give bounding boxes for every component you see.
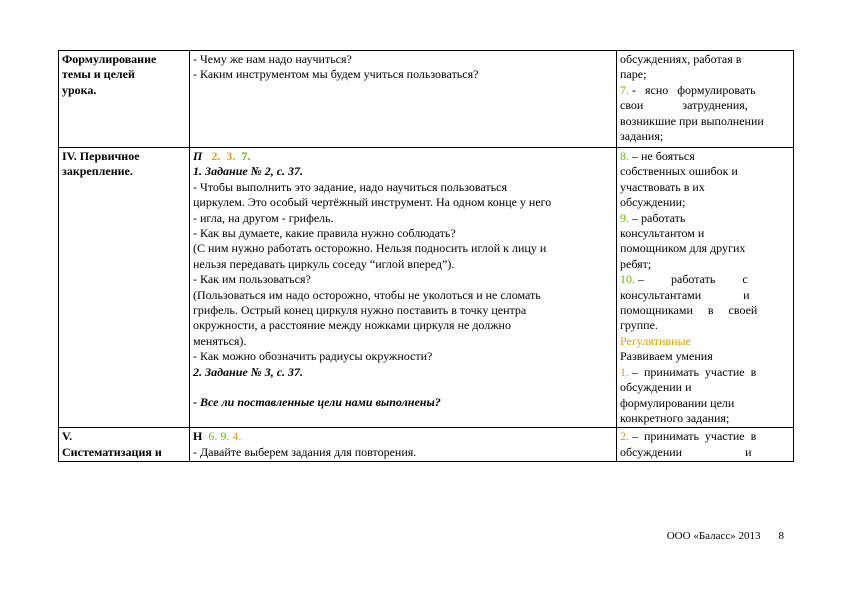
ud-line bbox=[620, 429, 790, 444]
content-line bbox=[193, 149, 613, 164]
task-title: 2. Задание № 3, с. 37. bbox=[193, 364, 304, 379]
content-line: (С ним нужно работать осторожно. Нельзя подносить иглой к лицу и bbox=[193, 241, 547, 256]
table-row bbox=[59, 148, 794, 428]
ud-line: собственных ошибок и bbox=[620, 164, 738, 179]
ud-line: участвовать в их bbox=[620, 179, 705, 194]
ud-line bbox=[620, 83, 790, 98]
ud-number: 1. bbox=[620, 364, 629, 379]
stage-text: урока. bbox=[62, 82, 97, 97]
table-row bbox=[59, 51, 794, 148]
ud-cell bbox=[617, 51, 794, 148]
content-line: - Как вы думаете, какие правила нужно соблюдать? bbox=[193, 226, 456, 241]
content-line: - игла, на другом - грифель. bbox=[193, 210, 334, 225]
ud-line bbox=[620, 149, 790, 164]
ud-line bbox=[620, 211, 790, 226]
closing-question: - Все ли поставленные цели нами выполнены? bbox=[193, 395, 441, 410]
lesson-plan-table bbox=[58, 50, 794, 462]
ud-line: свои затруднения, bbox=[620, 98, 748, 113]
ud-line: задания; bbox=[620, 129, 664, 144]
ud-number: 8. bbox=[620, 149, 629, 163]
content-line: меняться). bbox=[193, 333, 247, 348]
page-footer bbox=[667, 530, 784, 542]
ud-ref: 6. 9. bbox=[208, 429, 230, 444]
ud-line bbox=[620, 272, 790, 287]
group-label: П bbox=[193, 149, 203, 163]
ud-ref: 4. bbox=[232, 429, 242, 444]
stage-text: закрепление. bbox=[62, 164, 133, 179]
content-line: - Как им пользоваться? bbox=[193, 272, 311, 287]
stage-text: V. bbox=[62, 429, 73, 444]
ud-line: формулировании цели bbox=[620, 395, 735, 410]
group-label: Н bbox=[193, 429, 203, 444]
content-line: - Чтобы выполнить это задание, надо научиться пользоваться bbox=[193, 179, 507, 194]
ud-ref: 7. bbox=[241, 149, 251, 163]
ud-line: ребят; bbox=[620, 256, 652, 271]
stage-text: IV. Первичное bbox=[62, 149, 140, 163]
ud-cell bbox=[617, 148, 794, 428]
ud-line: группе. bbox=[620, 318, 658, 333]
content-line: - Давайте выберем задания для повторения. bbox=[193, 444, 417, 459]
ud-text: - ясно формулировать bbox=[632, 82, 756, 97]
ud-line: помощником для других bbox=[620, 241, 746, 256]
footer-company: ООО «Баласс» 2013 bbox=[666, 530, 761, 542]
ud-text: – не бояться bbox=[629, 149, 695, 163]
ud-text: – принимать участие в bbox=[629, 429, 757, 444]
content-line: - Чему же нам надо научиться? bbox=[193, 52, 352, 66]
ud-line: обсуждениях, работая в bbox=[620, 52, 742, 66]
ud-line: паре; bbox=[620, 67, 647, 82]
ud-number: 9. bbox=[620, 210, 629, 225]
ud-number: 7. bbox=[620, 82, 629, 97]
stage-text: темы и целей bbox=[62, 67, 135, 82]
ud-line: Развиваем умения bbox=[620, 349, 713, 364]
spacer bbox=[193, 380, 613, 395]
content-cell bbox=[190, 428, 617, 462]
content-line: грифель. Острый конец циркуля нужно поставить в точку центра bbox=[193, 303, 527, 318]
content-cell bbox=[190, 148, 617, 428]
stage-cell bbox=[59, 148, 190, 428]
ud-line: конкретного задания; bbox=[620, 410, 730, 425]
stage-text: Формулирование bbox=[62, 52, 157, 66]
ud-cell bbox=[617, 428, 794, 462]
ud-line: обсуждении и bbox=[620, 380, 692, 395]
content-line bbox=[193, 429, 613, 444]
ud-line: обсуждении и bbox=[620, 444, 752, 459]
ud-number: 2. bbox=[620, 429, 629, 444]
ud-line: возникшие при выполнении bbox=[620, 113, 764, 128]
stage-text: Систематизация и bbox=[62, 444, 162, 459]
content-line: окружности, а расстояние между ножками циркуля не должно bbox=[193, 318, 511, 333]
ud-line: консультантами и bbox=[620, 287, 750, 302]
ud-line: консультантом и bbox=[620, 226, 705, 241]
ud-ref: 3. bbox=[226, 149, 236, 163]
table-row bbox=[59, 428, 794, 462]
ud-text: – работать bbox=[629, 210, 686, 225]
stage-cell bbox=[59, 51, 190, 148]
ud-ref: 2. bbox=[211, 149, 221, 163]
content-line: (Пользоваться им надо осторожно, чтобы не уколоться и не сломать bbox=[193, 287, 541, 302]
task-title: 1. Задание № 2, с. 37. bbox=[193, 164, 304, 179]
ud-heading: Регулятивные bbox=[620, 333, 691, 348]
stage-cell bbox=[59, 428, 190, 462]
page-number: 8 bbox=[778, 530, 784, 542]
ud-text: – работать с bbox=[638, 272, 748, 287]
ud-text: – принимать участие в bbox=[629, 364, 757, 379]
ud-line: помощниками в своей bbox=[620, 303, 758, 318]
content-line: циркулем. Это особый чертёжный инструмент. На одном конце у него bbox=[193, 195, 552, 210]
content-cell bbox=[190, 51, 617, 148]
content-line: нельзя передавать циркуль соседу “иглой вперед”). bbox=[193, 256, 455, 271]
content-line: - Каким инструментом мы будем учиться пользоваться? bbox=[193, 67, 479, 82]
ud-line bbox=[620, 365, 790, 380]
content-line: - Как можно обозначить радиусы окружности? bbox=[193, 349, 433, 364]
ud-line: обсуждении; bbox=[620, 195, 686, 210]
ud-number: 10. bbox=[620, 272, 635, 287]
